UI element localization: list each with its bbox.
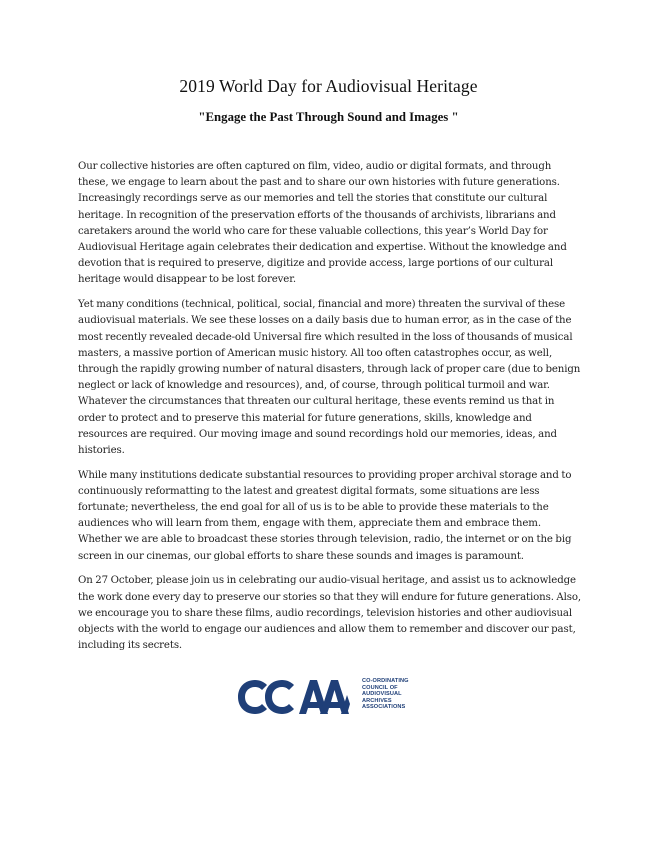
logo-line-5: ASSOCIATIONS [362, 704, 406, 711]
document-title: 2019 World Day for Audiovisual Heritage [179, 76, 478, 96]
document-subtitle: "Engage the Past Through Sound and Images " [198, 110, 459, 124]
logo-line-2: COUNCIL OF [362, 684, 398, 691]
ccaaa-logo-mark [237, 677, 359, 717]
logo-line-4: ARCHIVES [362, 697, 392, 704]
paragraph-3: While many institutions dedicate substantial resources to providing proper archival storage and to continuously reformatting to the latest and greatest digital formats, some situations are less fortunate; nevertheless, the end goal for all of us is to be able to provide these materials to the audiences who will learn from them, engage with them, appreciate them and embrace them. Whether we are able to broadcast these stories through television, radio, the internet or on the big screen in our cinemas, our global efforts to share these sounds and images is paramount. [78, 469, 572, 562]
document-body [78, 159, 584, 663]
paragraph-4: On 27 October, please join us in celebrating our audio-visual heritage, and assist us to acknowledge the work done every day to preserve our stories so that they will endure for future generations. Also, we encourage you to share these films, audio recordings, television histories and other audiovisual objects with the world to engage our audiences and allow them to remember and discover our past, including its secrets. [78, 575, 582, 652]
logo-line-3: AUDIOVISUAL [362, 691, 402, 698]
ccaaa-logo [237, 677, 427, 717]
ccaaa-logo-text [362, 678, 409, 711]
paragraph-2: Yet many conditions (technical, political, social, financial and more) threaten the survival of these audiovisual materials. We see these losses on a daily basis due to human error, as in the case of the most recently revealed decade-old Universal fire which resulted in the loss of thousands of musical masters, a massive portion of American music history. All too often catastrophes occur, as well, through the rapidly growing number of natural disasters, through lack of proper care (due to benign neglect or lack of knowledge and resources), and, of course, through political turmoil and war. Whatever the circumstances that threaten our cultural heritage, these events remind us that in order to protect and to preserve this material for future generations, skills, knowledge and resources are required. Our moving image and sound recordings hold our memories, ideas, and histories. [78, 299, 581, 456]
logo-line-1: CO-ORDINATING [362, 678, 409, 684]
paragraph-1: Our collective histories are often captured on film, video, audio or digital formats, and through these, we engage to learn about the past and to share our own histories with future generations. Increasingly recordings serve as our memories and tell the stories that constitute our cultural heritage. In recognition of the preservation efforts of the thousands of archivists, librarians and caretakers around the world who care for these valuable collections, this year’s World Day for Audiovisual Heritage again celebrates their dedication and expertise. Without the knowledge and devotion that is required to preserve, digitize and provide access, large portions of our cultural heritage would disappear to be lost forever. [78, 161, 567, 286]
